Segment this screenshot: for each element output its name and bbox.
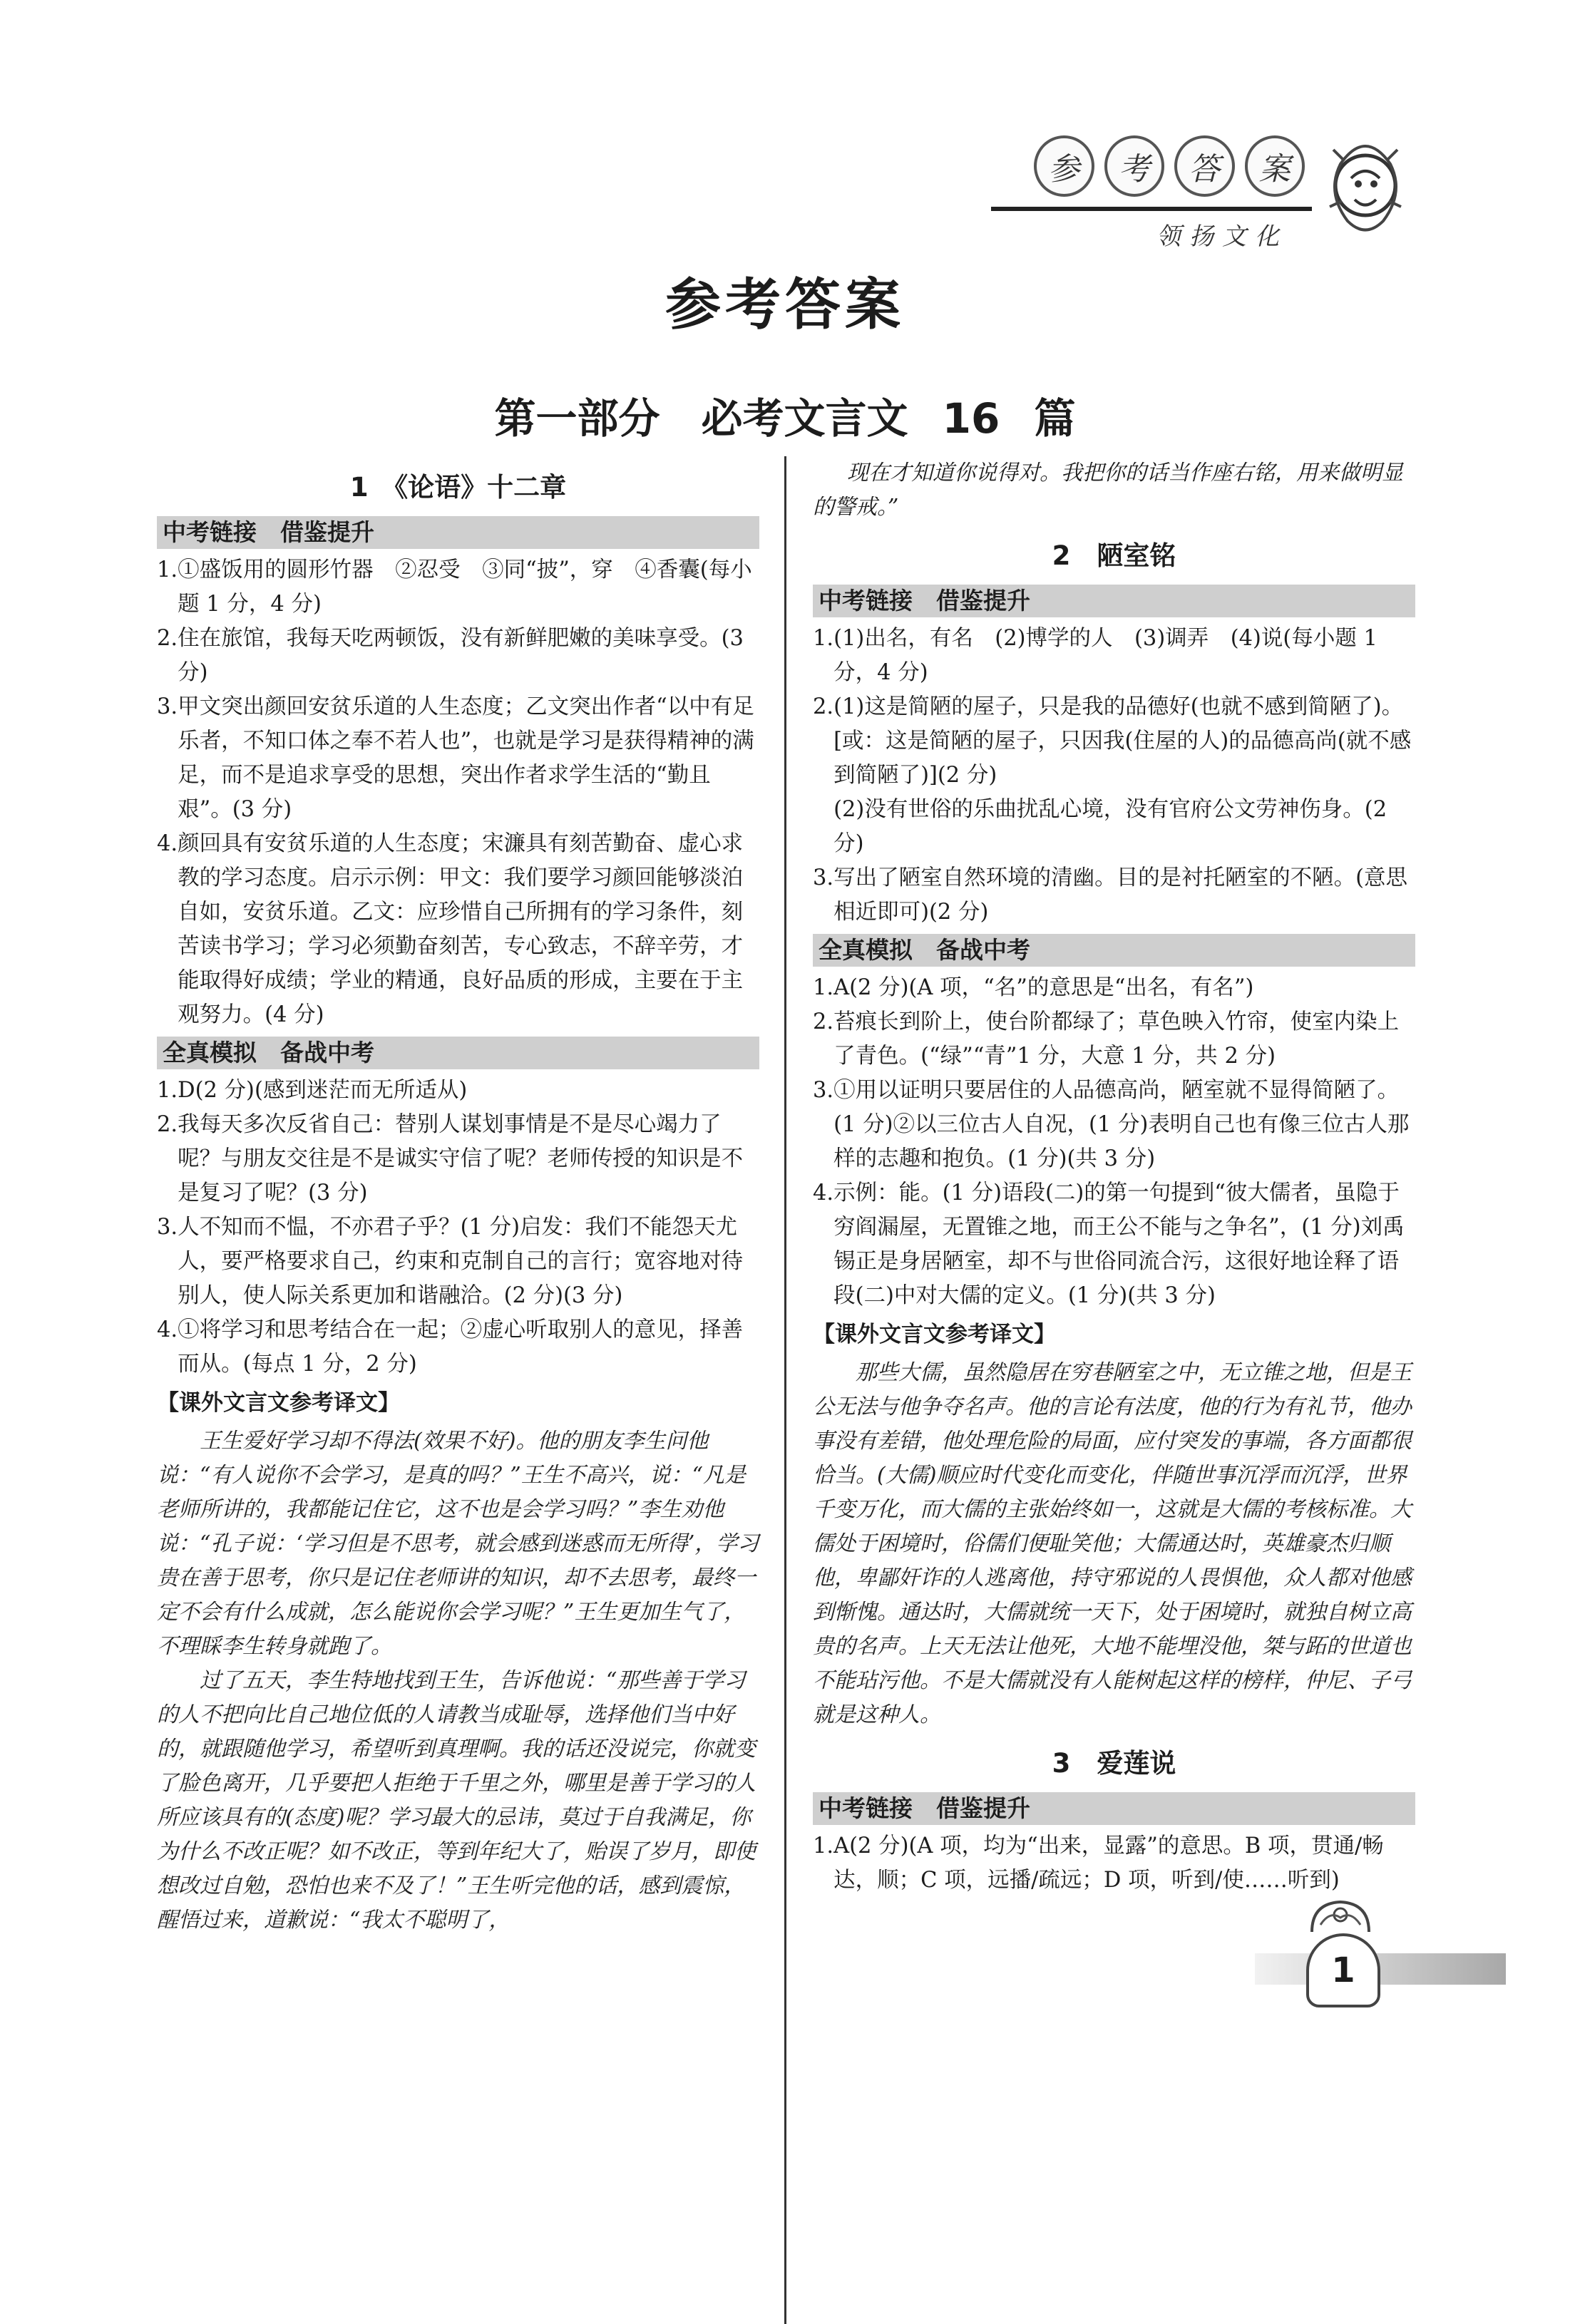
answer-item: [157, 1210, 759, 1313]
translation-continuation: 现在才知道你说得对。我把你的话当作座右铭，用来做明显的警戒。”: [813, 461, 1403, 520]
answer-num: 1.: [813, 975, 834, 1000]
answer-num: 3.: [157, 694, 178, 719]
answer-num: 1.: [157, 557, 178, 582]
translation-heading: 【课外文言文参考译文】: [157, 1390, 400, 1416]
answer-item: [157, 553, 759, 622]
answer-text: A(2 分)(A 项，“名”的意思是“出名，有名”): [833, 975, 1254, 1000]
dragon-ornament-icon: [1319, 121, 1412, 250]
section-title: 1 《论语》十二章: [349, 472, 567, 503]
page-title: 参考答案: [665, 273, 905, 337]
column-divider: [784, 456, 786, 2324]
answer-item: [157, 1074, 759, 1108]
answer-item: [157, 1313, 759, 1382]
answer-text: 住在旅馆，我每天吃两顿饭，没有新鲜肥嫩的美味享受。(3 分): [178, 626, 744, 685]
left-column: [157, 456, 759, 1938]
answer-num: 3.: [157, 1215, 178, 1240]
answer-text: D(2 分)(感到迷茫而无所适从): [178, 1078, 468, 1103]
section-band: 全真模拟 备战中考: [813, 934, 1415, 967]
answer-item: [813, 793, 1415, 861]
right-column: [813, 456, 1415, 1898]
answer-item: [157, 622, 759, 690]
answer-item: [813, 861, 1415, 930]
header-char: 案: [1245, 135, 1305, 197]
answer-text: 苔痕长到阶上，使台阶都绿了；草色映入竹帘，使室内染上了青色。(“绿”“青”1 分，大意 1 分，共 2 分): [833, 1009, 1400, 1069]
answer-num: 3.: [813, 865, 834, 890]
answer-num: 2.: [813, 694, 834, 719]
header-subtitle: 领扬文化: [1156, 222, 1288, 251]
answer-text: ①将学习和思考结合在一起；②虚心听取别人的意见，择善而从。(每点 1 分，2 分): [178, 1317, 744, 1377]
translation-paragraph: 王生爱好学习却不得法(效果不好)。他的朋友李生问他说：“有人说你不会学习，是真的吗？”王生不高兴，说：“凡是老师所讲的，我都能记住它，这不也是会学习吗？”李生劝他说：“孔子说：‘学习但是不思考，就会感到迷惑而无所得’，学习贵在善于思考，你只是记住老师讲的知识，却不去思考，最终一定不会有什么成就，怎么能说你会学习呢？”王生更加生气了，不理睬李生转身就跑了。: [157, 1429, 759, 1659]
section-band: 中考链接 借鉴提升: [157, 516, 759, 549]
answer-item: [157, 690, 759, 827]
answer-item: [813, 1005, 1415, 1074]
header-rule: [991, 207, 1312, 211]
translation-paragraph: 那些大儒，虽然隐居在穷巷陋室之中，无立锥之地，但是王公无法与他争夺名声。他的言论有法度，他的行为有礼节，他办事没有差错，他处理危险的局面，应付突发的事端，各方面都很恰当。(大儒)顺应时代变化而变化，伴随世事沉浮而沉浮，世界千变万化，而大儒的主张始终如一，这就是大儒的考核标准。大儒处于困境时，俗儒们便耻笑他；大儒通达时，英雄豪杰归顺他，卑鄙奸诈的人逃离他，持守邪说的人畏惧他，众人都对他感到惭愧。通达时，大儒就统一天下，处于困境时，就独自树立高贵的名声。上天无法让他死，大地不能埋没他，桀与跖的世道也不能玷污他。不是大儒就没有人能树起这样的榜样，仲尼、子弓就是这种人。: [813, 1360, 1412, 1727]
answer-text: 示例：能。(1 分)语段(二)的第一句提到“彼大儒者，虽隐于穷阎漏屋，无置锥之地，而王公不能与之争名”，(1 分)刘禹锡正是身居陋室，却不与世俗同流合污，这很好地诠释了语段(二)中对大儒的定义。(1 分)(共 3 分): [833, 1181, 1405, 1308]
answer-text: A(2 分)(A 项，均为“出来，显露”的意思。B 项，贯通/畅达，顺；C 项，远播/疏远；D 项，听到/使……听到): [833, 1834, 1384, 1893]
answer-num: 1.: [813, 626, 834, 651]
answer-item: [813, 690, 1415, 793]
answer-text: (2)没有世俗的乐曲扰乱心境，没有官府公文劳神伤身。(2 分): [833, 797, 1387, 856]
answer-item: [157, 1108, 759, 1210]
answer-num: 3.: [813, 1078, 834, 1103]
section-title: 3 爱莲说: [1052, 1748, 1176, 1779]
section-band: 全真模拟 备战中考: [157, 1037, 759, 1069]
section-band: 中考链接 借鉴提升: [813, 1792, 1415, 1825]
answer-item: [813, 1829, 1415, 1898]
answer-text: 我每天多次反省自己：替别人谋划事情是不是尽心竭力了呢？与朋友交往是不是诚实守信了呢？老师传授的知识是不是复习了呢？(3 分): [178, 1112, 744, 1205]
answer-num: 4.: [813, 1181, 834, 1205]
answer-text: 颜回具有安贫乐道的人生态度；宋濂具有刻苦勤奋、虚心求教的学习态度。启示示例：甲文：我们要学习颜回能够淡泊自如，安贫乐道。乙文：应珍惜自己所拥有的学习条件，刻苦读书学习；学习必须勤奋刻苦，专心致志，不辞辛劳，才能取得好成绩；学业的精通，良好品质的形成，主要在于主观努力。(4 分): [178, 831, 744, 1027]
answer-text: ①用以证明只要居住的人品德高尚，陋室就不显得简陋了。(1 分)②以三位古人自况，(1 分)表明自己也有像三位古人那样的志趣和抱负。(1 分)(共 3 分): [833, 1078, 1410, 1171]
answer-text: (1)这是简陋的屋子，只是我的品德好(也就不感到简陋了)。[或：这是简陋的屋子，只因我(住屋的人)的品德高尚(就不感到简陋了)](2 分): [833, 694, 1412, 788]
answer-item: [813, 971, 1415, 1005]
answer-item: [157, 827, 759, 1032]
answer-item: [813, 1074, 1415, 1176]
answer-num: 4.: [157, 831, 178, 856]
footer-bar: [1255, 1953, 1506, 1985]
answer-item: [813, 1176, 1415, 1313]
page-number: 1: [1306, 1933, 1380, 2007]
translation-paragraph: 过了五天，李生特地找到王生，告诉他说：“那些善于学习的人不把向比自己地位低的人请教当成耻辱，选择他们当中好的，就跟随他学习，希望听到真理啊。我的话还没说完，你就变了脸色离开，几乎要把人拒绝于千里之外，哪里是善于学习的人所应该具有的(态度)呢？学习最大的忌讳，莫过于自我满足，你为什么不改正呢？如不改正，等到年纪大了，贻误了岁月，即使想改过自勉，恐怕也来不及了！”王生听完他的话，感到震惊，醒悟过来，道歉说：“我太不聪明了，: [157, 1668, 756, 1933]
section-title: 2 陋室铭: [1052, 540, 1176, 571]
answer-num: 2.: [157, 626, 178, 651]
answer-text: 人不知而不愠，不亦君子乎？(1 分)启发：我们不能怨天尤人，要严格要求自己，约束和克制自己的言行；宽容地对待别人，使人际关系更加和谐融洽。(2 分)(3 分): [178, 1215, 744, 1308]
answer-num: 4.: [157, 1317, 178, 1342]
translation-heading: 【课外文言文参考译文】: [813, 1322, 1056, 1347]
ornament-icon: [1305, 1896, 1376, 1933]
header-char: 答: [1174, 135, 1235, 197]
answer-text: 甲文突出颜回安贫乐道的人生态度；乙文突出作者“以中有足乐者，不知口体之奉不若人也”，也就是学习是获得精神的满足，而不是追求享受的思想，突出作者求学生活的“勤且艰”。(3 分): [178, 694, 754, 822]
answer-num: 1.: [813, 1834, 834, 1858]
answer-item: [813, 622, 1415, 690]
answer-text: (1)出名，有名 (2)博学的人 (3)调弄 (4)说(每小题 1 分，4 分): [833, 626, 1377, 685]
section-band: 中考链接 借鉴提升: [813, 585, 1415, 617]
answer-text: 写出了陋室自然环境的清幽。目的是衬托陋室的不陋。(意思相近即可)(2 分): [833, 865, 1408, 925]
answer-num: 2.: [157, 1112, 178, 1137]
answer-num: 1.: [157, 1078, 178, 1103]
answer-text: ①盛饭用的圆形竹器 ②忍受 ③同“披”，穿 ④香囊(每小题 1 分，4 分): [178, 557, 752, 617]
header-char: 参: [1034, 135, 1094, 197]
answer-num: 2.: [813, 1009, 834, 1034]
part-title: 第一部分 必考文言文 16 篇: [494, 394, 1076, 443]
header-logo: [991, 135, 1390, 264]
header-char: 考: [1104, 135, 1165, 197]
header-title: [1034, 135, 1305, 200]
